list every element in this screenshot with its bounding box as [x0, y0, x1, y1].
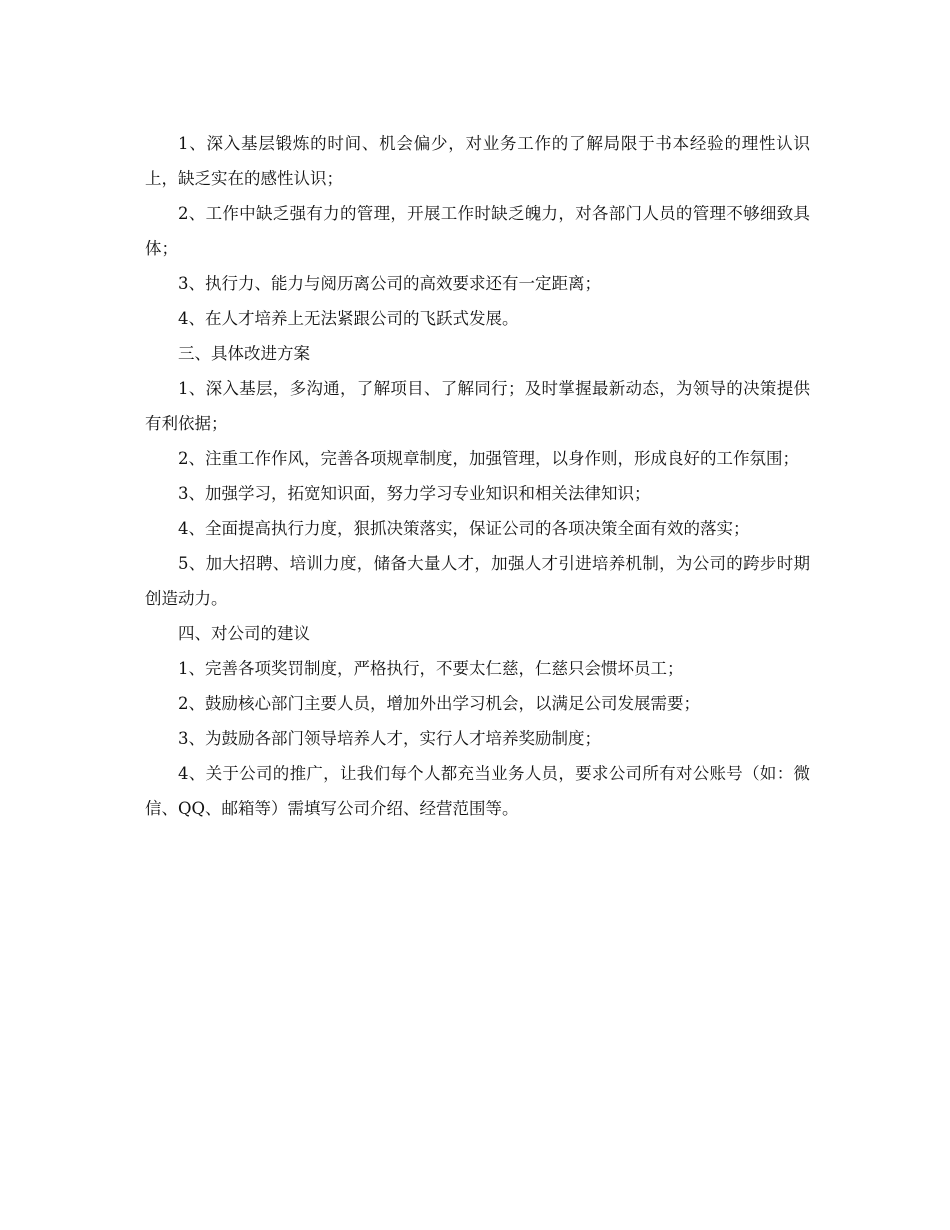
paragraph-improvement-2: 2、注重工作作风，完善各项规章制度，加强管理，以身作则，形成良好的工作氛围；	[178, 449, 799, 468]
paragraph-improvement-1: 1、深入基层，多沟通，了解项目、了解同行；及时掌握最新动态，为领导的决策提供有利依据；	[145, 379, 810, 433]
paragraph-suggestion-2: 2、鼓励核心部门主要人员，增加外出学习机会，以满足公司发展需要；	[178, 694, 700, 713]
paragraph-suggestion-4: 4、关于公司的推广，让我们每个人都充当业务人员，要求公司所有对公账号（如：微信、QQ、邮箱等）需填写公司介绍、经营范围等。	[145, 764, 810, 818]
paragraph-improvement-5: 5、加大招聘、培训力度，储备大量人才，加强人才引进培养机制，为公司的跨步时期创造动力。	[145, 554, 810, 608]
paragraph-suggestion-3: 3、为鼓励各部门领导培养人才，实行人才培养奖励制度；	[178, 729, 601, 748]
paragraph-weakness-2: 2、工作中缺乏强有力的管理，开展工作时缺乏魄力，对各部门人员的管理不够细致具体；	[145, 204, 810, 258]
paragraph-improvement-3: 3、加强学习，拓宽知识面，努力学习专业知识和相关法律知识；	[178, 484, 651, 503]
section-heading-suggestions: 四、对公司的建议	[178, 624, 310, 643]
paragraph-weakness-3: 3、执行力、能力与阅历离公司的高效要求还有一定距离；	[178, 274, 601, 293]
paragraph-weakness-1: 1、深入基层锻炼的时间、机会偏少，对业务工作的了解局限于书本经验的理性认识上，缺乏实在的感性认识；	[145, 134, 810, 188]
section-heading-improvement: 三、具体改进方案	[178, 344, 310, 363]
document-body	[145, 126, 810, 826]
paragraph-suggestion-1: 1、完善各项奖罚制度，严格执行，不要太仁慈，仁慈只会惯坏员工；	[178, 659, 684, 678]
paragraph-improvement-4: 4、全面提高执行力度，狠抓决策落实，保证公司的各项决策全面有效的落实；	[178, 519, 750, 538]
paragraph-weakness-4: 4、在人才培养上无法紧跟公司的飞跃式发展。	[178, 309, 519, 328]
